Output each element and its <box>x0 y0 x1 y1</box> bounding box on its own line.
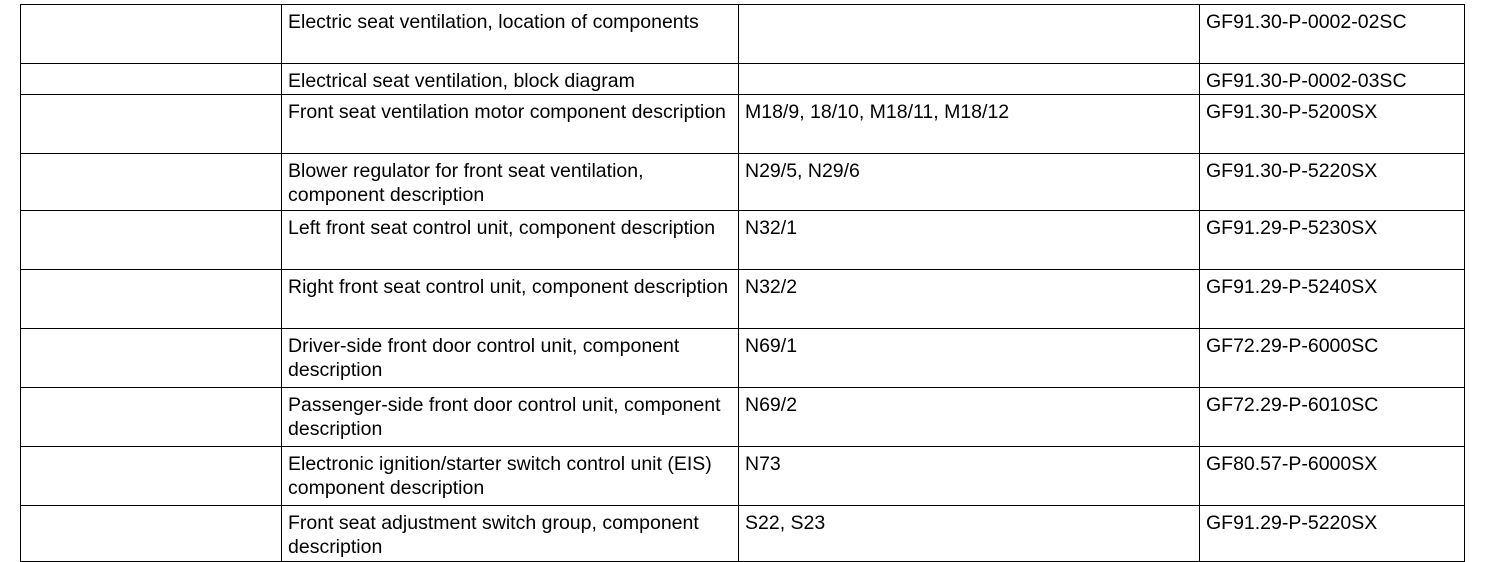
description-cell: Passenger-side front door control unit, component description <box>282 388 739 447</box>
component-code-cell <box>739 5 1200 64</box>
table-row <box>21 154 1465 211</box>
empty-cell <box>21 95 282 154</box>
document-number-cell: GF91.29-P-5220SX <box>1200 506 1465 562</box>
document-number-cell: GF72.29-P-6010SC <box>1200 388 1465 447</box>
description-cell: Driver-side front door control unit, component description <box>282 329 739 388</box>
document-number-cell: GF72.29-P-6000SC <box>1200 329 1465 388</box>
table-row <box>21 506 1465 562</box>
component-documents-table <box>20 4 1465 562</box>
document-number-cell: GF91.30-P-0002-03SC <box>1200 64 1465 95</box>
table-row <box>21 270 1465 329</box>
component-code-cell: N73 <box>739 447 1200 506</box>
document-number-cell: GF91.30-P-5220SX <box>1200 154 1465 211</box>
description-cell: Front seat adjustment switch group, component description <box>282 506 739 562</box>
document-number-cell: GF91.29-P-5240SX <box>1200 270 1465 329</box>
component-code-cell: N29/5, N29/6 <box>739 154 1200 211</box>
empty-cell <box>21 211 282 270</box>
component-code-cell: M18/9, 18/10, M18/11, M18/12 <box>739 95 1200 154</box>
description-cell: Electrical seat ventilation, block diagram <box>282 64 739 95</box>
component-code-cell <box>739 64 1200 95</box>
description-cell: Left front seat control unit, component description <box>282 211 739 270</box>
component-code-cell: N32/2 <box>739 270 1200 329</box>
component-code-cell: N69/2 <box>739 388 1200 447</box>
description-cell: Right front seat control unit, component description <box>282 270 739 329</box>
empty-cell <box>21 506 282 562</box>
table-row <box>21 211 1465 270</box>
document-number-cell: GF80.57-P-6000SX <box>1200 447 1465 506</box>
table-row <box>21 5 1465 64</box>
empty-cell <box>21 154 282 211</box>
table-row <box>21 388 1465 447</box>
table-row <box>21 329 1465 388</box>
component-code-cell: N69/1 <box>739 329 1200 388</box>
document-number-cell: GF91.29-P-5230SX <box>1200 211 1465 270</box>
empty-cell <box>21 388 282 447</box>
table-row <box>21 447 1465 506</box>
empty-cell <box>21 447 282 506</box>
description-cell: Electric seat ventilation, location of components <box>282 5 739 64</box>
document-number-cell: GF91.30-P-0002-02SC <box>1200 5 1465 64</box>
table-body <box>21 5 1465 562</box>
empty-cell <box>21 5 282 64</box>
empty-cell <box>21 270 282 329</box>
empty-cell <box>21 64 282 95</box>
table-row <box>21 95 1465 154</box>
description-cell: Blower regulator for front seat ventilation, component description <box>282 154 739 211</box>
component-code-cell: N32/1 <box>739 211 1200 270</box>
table-row <box>21 64 1465 95</box>
description-cell: Electronic ignition/starter switch control unit (EIS) component description <box>282 447 739 506</box>
document-number-cell: GF91.30-P-5200SX <box>1200 95 1465 154</box>
empty-cell <box>21 329 282 388</box>
component-code-cell: S22, S23 <box>739 506 1200 562</box>
description-cell: Front seat ventilation motor component description <box>282 95 739 154</box>
